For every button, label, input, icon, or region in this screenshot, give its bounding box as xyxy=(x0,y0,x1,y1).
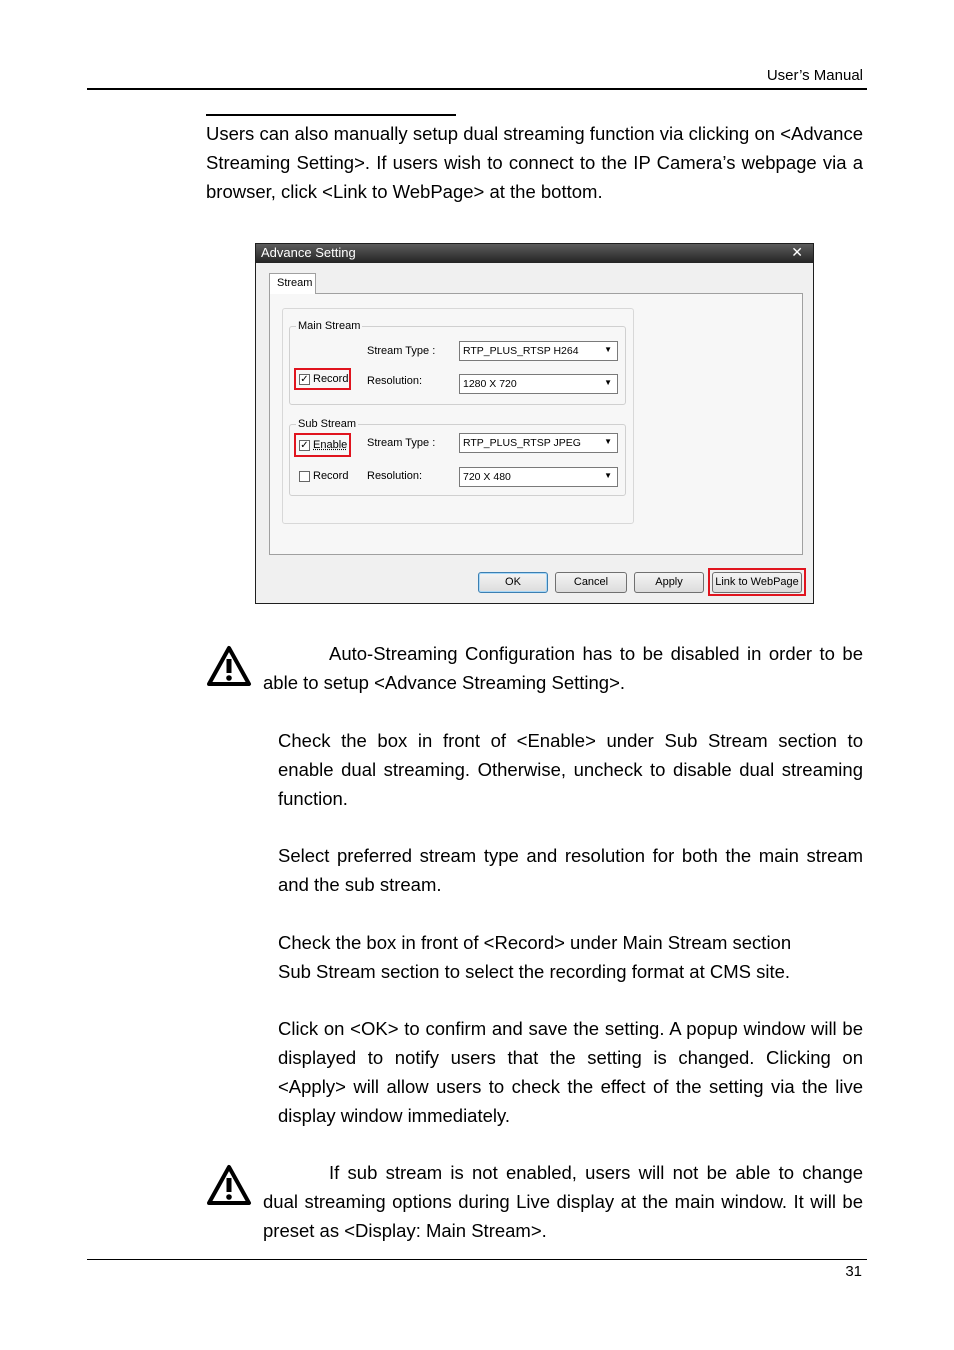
sub-stream-label: Sub Stream xyxy=(298,418,357,430)
paragraph-ok-apply: Click on <OK> to confirm and save the setting. A popup window will be displayed to notify users that the setting is changed. Clicking on <Apply> will allow users to check the effect of the setting via the live display window immediately. xyxy=(278,1018,863,1126)
sub-enable-checkbox-row[interactable] xyxy=(299,439,347,451)
chevron-down-icon: ▼ xyxy=(604,471,612,480)
note-sub-stream xyxy=(263,1158,863,1245)
chevron-down-icon: ▼ xyxy=(604,437,612,446)
chevron-down-icon: ▼ xyxy=(604,378,612,387)
sub-resolution-select[interactable] xyxy=(459,467,618,487)
dialog-titlebar xyxy=(256,244,813,263)
tab-stream-label: Stream xyxy=(277,277,313,289)
sub-enable-label: Enable xyxy=(313,439,348,451)
dialog-title: Advance Setting xyxy=(261,245,356,260)
warning-triangle-icon xyxy=(205,644,253,688)
note-auto-streaming xyxy=(263,639,863,697)
section-title-underline xyxy=(206,114,456,116)
header-rule xyxy=(87,88,867,90)
paragraph-record xyxy=(278,928,863,986)
tab-stream[interactable] xyxy=(269,273,316,294)
checkbox-icon[interactable] xyxy=(299,471,310,482)
close-icon[interactable]: ✕ xyxy=(791,244,803,260)
cancel-button[interactable]: Cancel xyxy=(555,572,627,593)
ok-button[interactable]: OK xyxy=(478,572,548,593)
intro-paragraph: Users can also manually setup dual streaming function via clicking on <Advance Streaming Setting>. If users wish to connect to the IP Camera’s webpage via a browser, click <Link to WebPage> at the bottom. xyxy=(206,123,863,202)
main-record-label: Record xyxy=(313,373,349,385)
note2-text: If sub stream is not enabled, users will not be able to change dual streaming options during Live display at the main window. It will be preset as <Display: Main Stream>. xyxy=(263,1162,863,1241)
warning-triangle-icon xyxy=(205,1163,253,1207)
page-number: 31 xyxy=(845,1263,862,1280)
paragraph-stream-type: Select preferred stream type and resolution for both the main stream and the sub stream. xyxy=(278,845,863,895)
main-stream-type-label: Stream Type : xyxy=(367,345,436,357)
footer-rule xyxy=(87,1259,867,1260)
advance-setting-dialog xyxy=(255,243,814,604)
main-stream-label: Main Stream xyxy=(298,320,361,332)
checkbox-icon[interactable]: ✓ xyxy=(300,439,309,451)
main-stream-type-select[interactable] xyxy=(459,341,618,361)
note1-text: Auto-Streaming Configuration has to be disabled in order to be able to setup <Advance Streaming Setting>. xyxy=(263,643,863,693)
sub-stream-type-value: RTP_PLUS_RTSP JPEG xyxy=(463,437,581,449)
page-header-title: User’s Manual xyxy=(766,67,863,84)
sub-stream-type-label: Stream Type : xyxy=(367,437,436,449)
main-resolution-label: Resolution: xyxy=(367,375,423,387)
sub-stream-type-select[interactable] xyxy=(459,433,618,453)
link-to-webpage-button[interactable]: Link to WebPage xyxy=(712,572,802,593)
sub-record-label: Record xyxy=(313,470,349,482)
sub-resolution-label: Resolution: xyxy=(367,470,423,482)
checkbox-icon[interactable]: ✓ xyxy=(300,373,309,385)
sub-record-checkbox-row[interactable] xyxy=(299,470,348,482)
p3-line1: Check the box in front of <Record> under Main Stream section xyxy=(278,932,792,953)
main-record-checkbox-row[interactable] xyxy=(299,373,348,385)
stream-tab-panel xyxy=(269,293,803,555)
chevron-down-icon: ▼ xyxy=(604,345,612,354)
apply-button[interactable]: Apply xyxy=(634,572,704,593)
paragraph-enable: Check the box in front of <Enable> under Sub Stream section to enable dual streaming. Otherwise, uncheck to disable dual streaming function. xyxy=(278,730,863,809)
main-resolution-value: 1280 X 720 xyxy=(463,378,517,390)
sub-resolution-value: 720 X 480 xyxy=(463,471,511,483)
main-resolution-select[interactable] xyxy=(459,374,618,394)
p3-line2: Sub Stream section to select the recording format at CMS site. xyxy=(278,961,791,982)
main-stream-type-value: RTP_PLUS_RTSP H264 xyxy=(463,345,579,357)
